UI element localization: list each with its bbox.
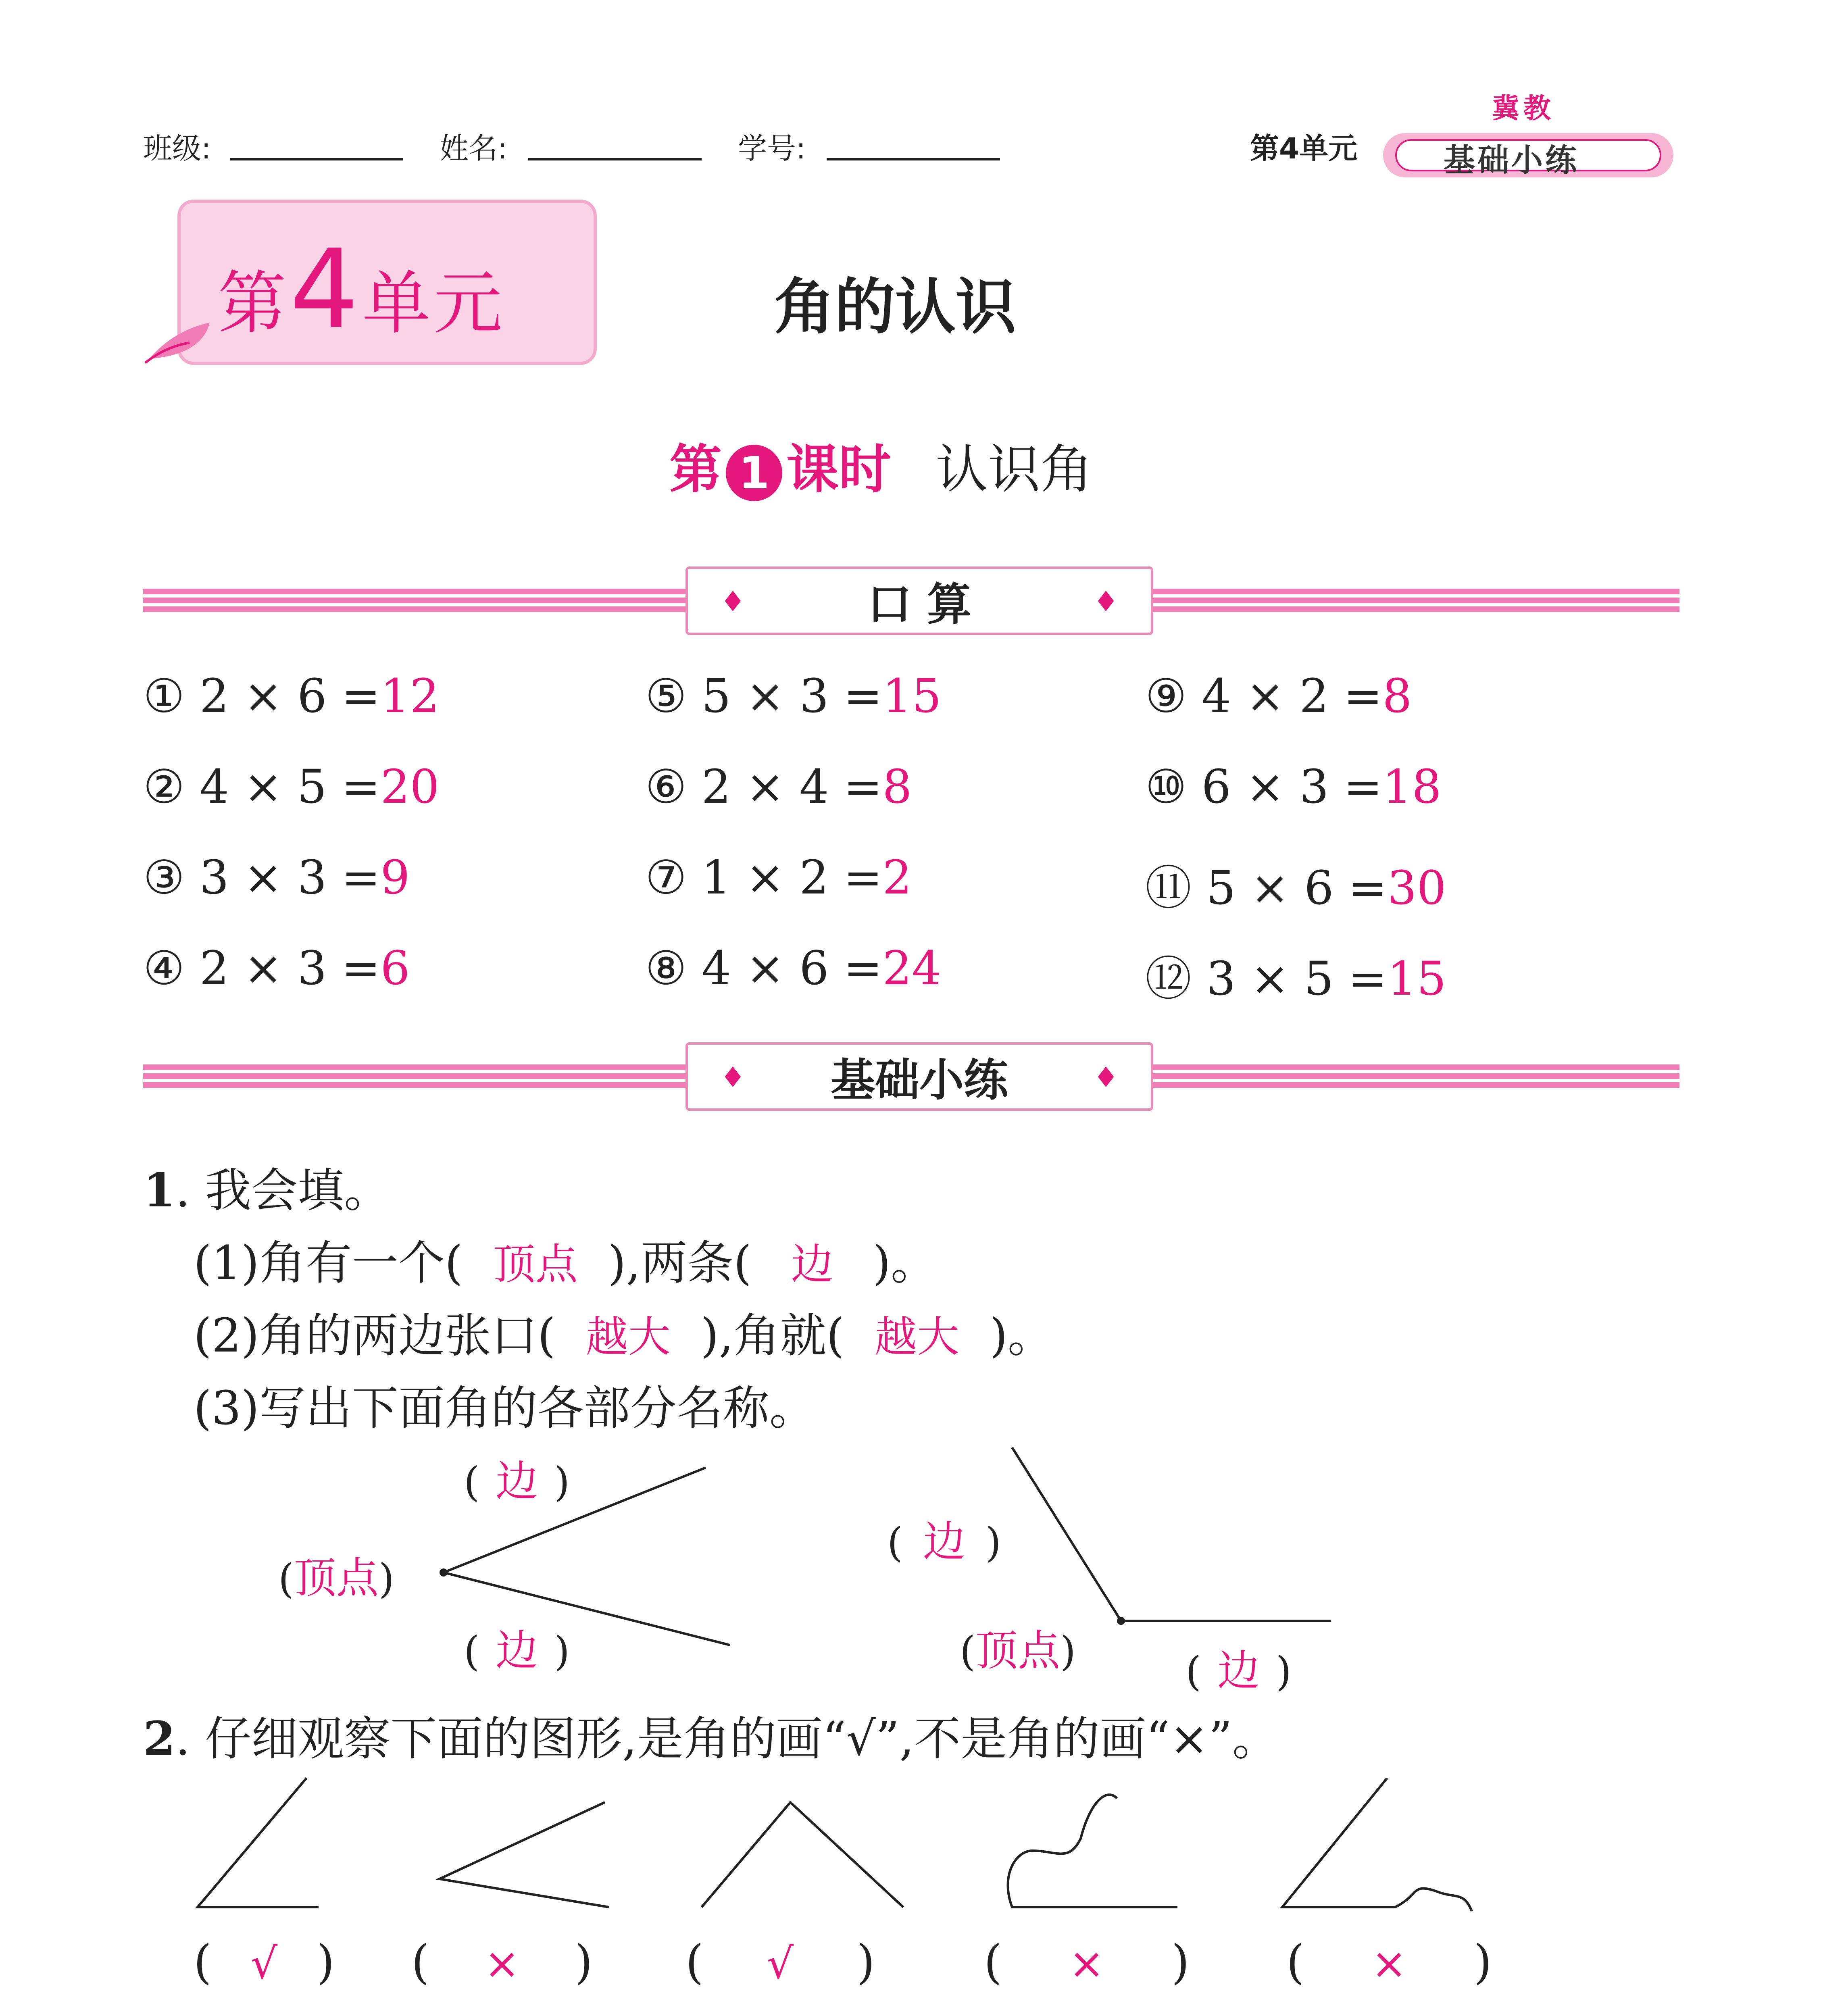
q2-answer-5: ( × ) [1286,1935,1492,1989]
calc-answer: 18 [1382,760,1442,814]
diamond-icon: ♦ [1093,1061,1119,1094]
question-1: 1. 我会填。 [143,1163,391,1218]
fig2-vertex-label: (顶点) [960,1626,1076,1675]
q1-part3: (3)写出下面角的各部分名称。 [194,1381,816,1435]
answer-blank[interactable]: × [1371,1939,1407,1988]
fig2-edge-label: ( 边 ) [887,1517,1002,1566]
calc-item: ⑪ 5 × 6 =30 [1145,861,1446,915]
calc-item: ⑫ 3 × 5 =15 [1145,952,1446,1006]
calc-item: ⑩ 6 × 3 =18 [1145,760,1442,814]
chapter-title: 角的认识 [774,272,1017,342]
q2-answer-2: ( × ) [411,1935,593,1989]
q2-answer-1: ( √ ) [194,1935,335,1989]
fig1-vertex-label: (顶点) [278,1554,395,1603]
section-basic-label: 基础小练 [831,1054,1008,1106]
unit-prefix: 第 [218,264,290,344]
answer-blank[interactable]: × [484,1939,520,1988]
q1-part2: (2)角的两边张口( 越大 ),角就( 越大 )。 [194,1298,1054,1365]
question-2: 2. 仔细观察下面的图形,是角的画“√”,不是角的画“×”。 [143,1712,1279,1766]
lesson-suffix: 课时 [786,439,892,500]
calc-answer: 2 [882,851,912,905]
calc-answer: 8 [1382,669,1412,723]
calc-answer: 12 [380,669,440,723]
publisher-label: 冀教 [1492,93,1555,125]
unit-suffix: 单元 [362,264,506,344]
fig1-edge-label: ( 边 ) [464,1626,570,1675]
unit-header-label: 第4单元 [1250,131,1358,165]
q2-answer-4: ( × ) [984,1935,1190,1989]
calc-item: ② 4 × 5 =20 [143,760,440,814]
answer-blank[interactable]: 顶点 [493,1240,578,1289]
answer-blank[interactable]: √ [767,1939,794,1988]
calc-item: ⑤ 5 × 3 =15 [645,669,942,723]
class-label: 班级: [143,131,211,165]
name-label: 姓名: [440,131,508,165]
diamond-icon: ♦ [720,585,746,618]
calc-answer: 9 [380,851,410,905]
fig2-edge-label: ( 边 ) [1186,1646,1292,1695]
answer-blank[interactable]: × [1069,1939,1104,1988]
series-title: 基础小练 [1444,142,1579,179]
answer-blank[interactable]: 边 [791,1240,833,1289]
answer-blank[interactable]: 越大 [585,1312,671,1362]
id-label: 学号: [738,131,806,165]
calc-answer: 24 [882,941,942,996]
lesson-title: 认识角 [936,439,1093,500]
calc-answer: 30 [1387,861,1446,915]
fig1-edge-label: ( 边 ) [464,1457,570,1506]
q2-answer-3: ( √ ) [685,1935,875,1989]
calc-item: ③ 3 × 3 =9 [143,851,410,905]
answer-blank[interactable]: √ [250,1939,278,1988]
diamond-icon: ♦ [1093,585,1119,618]
calc-item: ⑨ 4 × 2 =8 [1145,669,1412,723]
calc-item: ⑦ 1 × 2 =2 [645,851,912,905]
diamond-icon: ♦ [720,1061,746,1094]
calc-item: ④ 2 × 3 =6 [143,941,410,996]
unit-number: 4 [290,226,362,353]
calc-answer: 20 [380,760,440,814]
calc-item: ⑧ 4 × 6 =24 [645,941,942,996]
calc-answer: 8 [882,760,912,814]
calc-item: ① 2 × 6 =12 [143,669,440,723]
calc-answer: 15 [882,669,942,723]
calc-item: ⑥ 2 × 4 =8 [645,760,912,814]
lesson-prefix: 第 [669,439,722,500]
q1-part1: (1)角有一个( 顶点 ),两条( 边 )。 [194,1226,937,1292]
calc-answer: 6 [380,941,410,996]
calc-answer: 15 [1387,952,1446,1006]
answer-blank[interactable]: 越大 [875,1312,960,1362]
section-oral-label: 口 算 [867,579,972,630]
lesson-number: 1 [726,445,782,501]
